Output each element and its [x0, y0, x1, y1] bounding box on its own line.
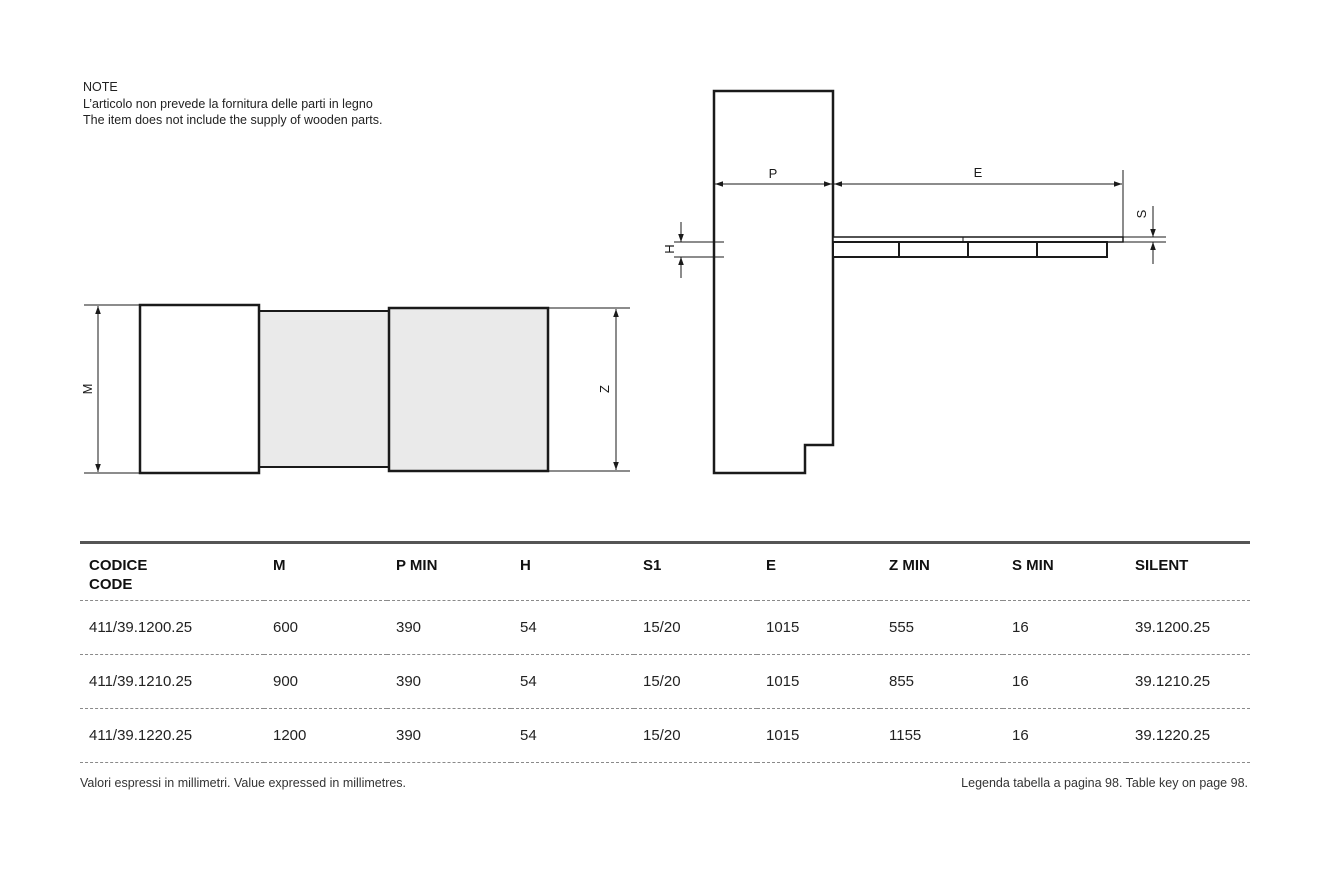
dimension-m — [80, 305, 140, 473]
header-code: CODICE CODE — [89, 557, 148, 593]
dimension-label-s: S — [1134, 209, 1149, 219]
footer-units-note: Valori espressi in millimetri. Value expressed in millimetres. — [80, 776, 407, 790]
cell-m: 900 — [273, 673, 299, 690]
table-row — [80, 709, 1250, 763]
cell-z-min: 855 — [889, 673, 915, 690]
cell-e: 1015 — [766, 727, 800, 744]
cell-s1: 15/20 — [643, 727, 681, 744]
dimension-label-m: M — [80, 383, 95, 395]
cell-h: 54 — [520, 673, 537, 690]
cell-h: 54 — [520, 619, 537, 636]
header-h: H — [520, 557, 531, 574]
cell-s1: 15/20 — [643, 673, 681, 690]
front-view — [80, 305, 630, 473]
header-s1: S1 — [643, 557, 662, 574]
side-view — [662, 91, 1166, 473]
cell-z-min: 1155 — [889, 727, 922, 744]
table-header-row — [80, 543, 1250, 601]
header-silent: SILENT — [1135, 557, 1189, 574]
cell-code: 411/39.1210.25 — [89, 673, 193, 690]
dimension-s — [1123, 206, 1166, 264]
cell-code: 411/39.1200.25 — [89, 619, 193, 636]
extension-panel — [259, 311, 389, 467]
note-line-english: The item does not include the supply of wooden parts. — [83, 113, 383, 127]
runner-rails — [833, 242, 1107, 257]
right-panel — [389, 308, 548, 471]
dimension-e — [834, 165, 1123, 237]
cell-s-min: 16 — [1012, 619, 1029, 636]
cell-e: 1015 — [766, 673, 800, 690]
dimension-label-p: P — [768, 166, 778, 181]
cabinet-side-profile — [714, 91, 833, 473]
note-title: NOTE — [83, 80, 118, 94]
header-e: E — [766, 557, 777, 574]
spec-table — [80, 541, 1250, 763]
cell-p-min: 390 — [396, 673, 422, 690]
header-s-min: S MIN — [1012, 557, 1054, 574]
cell-s-min: 16 — [1012, 727, 1029, 744]
table-row — [80, 601, 1250, 655]
left-panel — [140, 305, 259, 473]
dimension-label-h: H — [662, 244, 677, 254]
cell-p-min: 390 — [396, 619, 422, 636]
dimension-z — [548, 308, 630, 471]
dimension-label-z: Z — [597, 385, 612, 393]
table-row — [80, 655, 1250, 709]
cell-e: 1015 — [766, 619, 800, 636]
cell-silent: 39.1220.25 — [1135, 727, 1211, 744]
header-p-min: P MIN — [396, 557, 438, 574]
cell-silent: 39.1210.25 — [1135, 673, 1211, 690]
header-m: M — [273, 557, 286, 574]
cell-s1: 15/20 — [643, 619, 681, 636]
cell-m: 1200 — [273, 727, 307, 744]
note-line-italian: L’articolo non prevede la fornitura delle parti in legno — [83, 96, 373, 111]
cell-p-min: 390 — [396, 727, 422, 744]
cell-z-min: 555 — [889, 619, 915, 636]
cell-code: 411/39.1220.25 — [89, 727, 193, 744]
cell-m: 600 — [273, 619, 299, 636]
header-z-min: Z MIN — [889, 557, 930, 574]
footer-table-key-note: Legenda tabella a pagina 98. Table key on page 98. — [961, 776, 1248, 790]
dimension-label-e: E — [973, 165, 983, 180]
cell-s-min: 16 — [1012, 673, 1029, 690]
cell-silent: 39.1200.25 — [1135, 619, 1211, 636]
cell-h: 54 — [520, 727, 537, 744]
